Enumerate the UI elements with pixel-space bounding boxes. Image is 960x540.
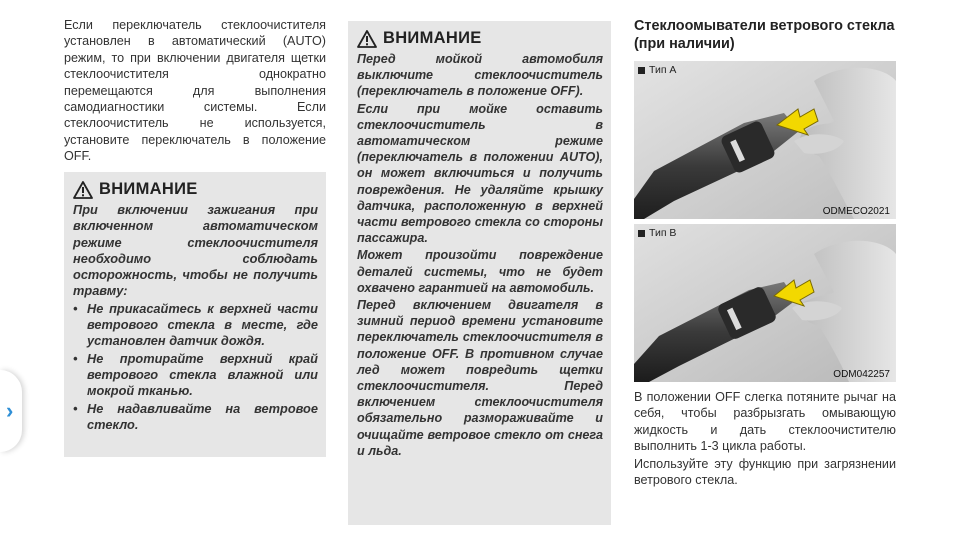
warning-title: ВНИМАНИЕ (383, 29, 482, 47)
bullet-icon: • (73, 300, 78, 316)
warning-triangle-icon (73, 181, 93, 199)
bullet-icon: • (73, 400, 78, 416)
square-marker-icon (638, 67, 645, 74)
bullet-icon: • (73, 350, 78, 366)
type-label (638, 64, 676, 76)
warning-paragraph: Перед мойкой автомобиля выключите стеклоочиститель (переключатель в положение OFF). (357, 52, 603, 99)
instruction-paragraph: Используйте эту функцию при загрязнении ветрового стекла. (634, 456, 896, 488)
list-item (73, 401, 318, 434)
type-label (638, 227, 676, 239)
list-item-text: Не протирайте верхний край ветрового стекла влажной или мокрой тканью. (87, 350, 318, 399)
washer-instructions (634, 389, 896, 489)
wiper-stalk-illustration (634, 224, 896, 382)
list-item (73, 301, 318, 350)
instruction-paragraph: В положении OFF слегка потяните рычаг на себя, чтобы разбрызгать омывающую жидкость и дать стеклоочистителю выполнить 1-3 цикла работы. (634, 390, 896, 454)
warning-header (357, 29, 603, 48)
list-item-text: Не надавливайте на ветровое стекло. (87, 400, 318, 432)
wiper-stalk-illustration (634, 61, 896, 219)
warning-box-ignition (64, 172, 326, 457)
warning-body (73, 202, 318, 433)
warning-paragraph: Перед включением двигателя в зимний период времени установите переключатель стеклоочистителя в положение OFF. В противном случае лед может повредить щетки стеклоочистителя. Перед включением стеклоочистителя обязательно размораживайте и очищайте ветровое стекло от снега и льда. (357, 298, 603, 458)
photo-type-b (634, 224, 896, 382)
image-code: ODM042257 (833, 369, 890, 380)
warning-lead: При включении зажигания при включенном автоматическом режиме стеклоочистителя необходимо соблюдать осторожность, чтобы не получить травму: (73, 202, 318, 299)
image-code: ODMECO2021 (822, 206, 890, 217)
list-item-text: Не прикасайтесь к верхней части ветрового стекла в месте, где установлен датчик дождя. (87, 300, 318, 349)
warning-header (73, 180, 318, 199)
chevron-right-icon: › (6, 398, 14, 423)
warning-triangle-icon (357, 30, 377, 48)
square-marker-icon (638, 230, 645, 237)
warning-body (357, 51, 603, 459)
list-item (73, 351, 318, 400)
type-label-text: Тип A (649, 64, 677, 76)
intro-paragraph: Если переключатель стеклоочистителя установлен в автоматический (AUTO) режим, то при включении двигателя щетки стеклоочистителя однократно перемещаются для выполнения самодиагностики системы. Если стеклоочиститель не используется, установите переключатель в положение OFF. (64, 18, 326, 164)
warning-box-washing (348, 21, 611, 525)
next-page-tab[interactable] (0, 370, 22, 452)
photo-type-a (634, 61, 896, 219)
warning-title: ВНИМАНИЕ (99, 180, 198, 198)
section-title: Стеклоомыватели ветрового стекла (при наличии) (634, 18, 895, 52)
type-label-text: Тип B (649, 227, 677, 239)
warning-paragraph: Может произойти повреждение деталей системы, что не будет охвачено гарантией на автомобиль. (357, 248, 603, 295)
warning-paragraph: Если при мойке оставить стеклоочиститель в автоматическом режиме (переключатель в положении AUTO), он может включиться и получить повреждения. Не удаляйте крышку датчика, расположенную в верхней части ветрового стекла со стороны пассажира. (357, 101, 603, 246)
